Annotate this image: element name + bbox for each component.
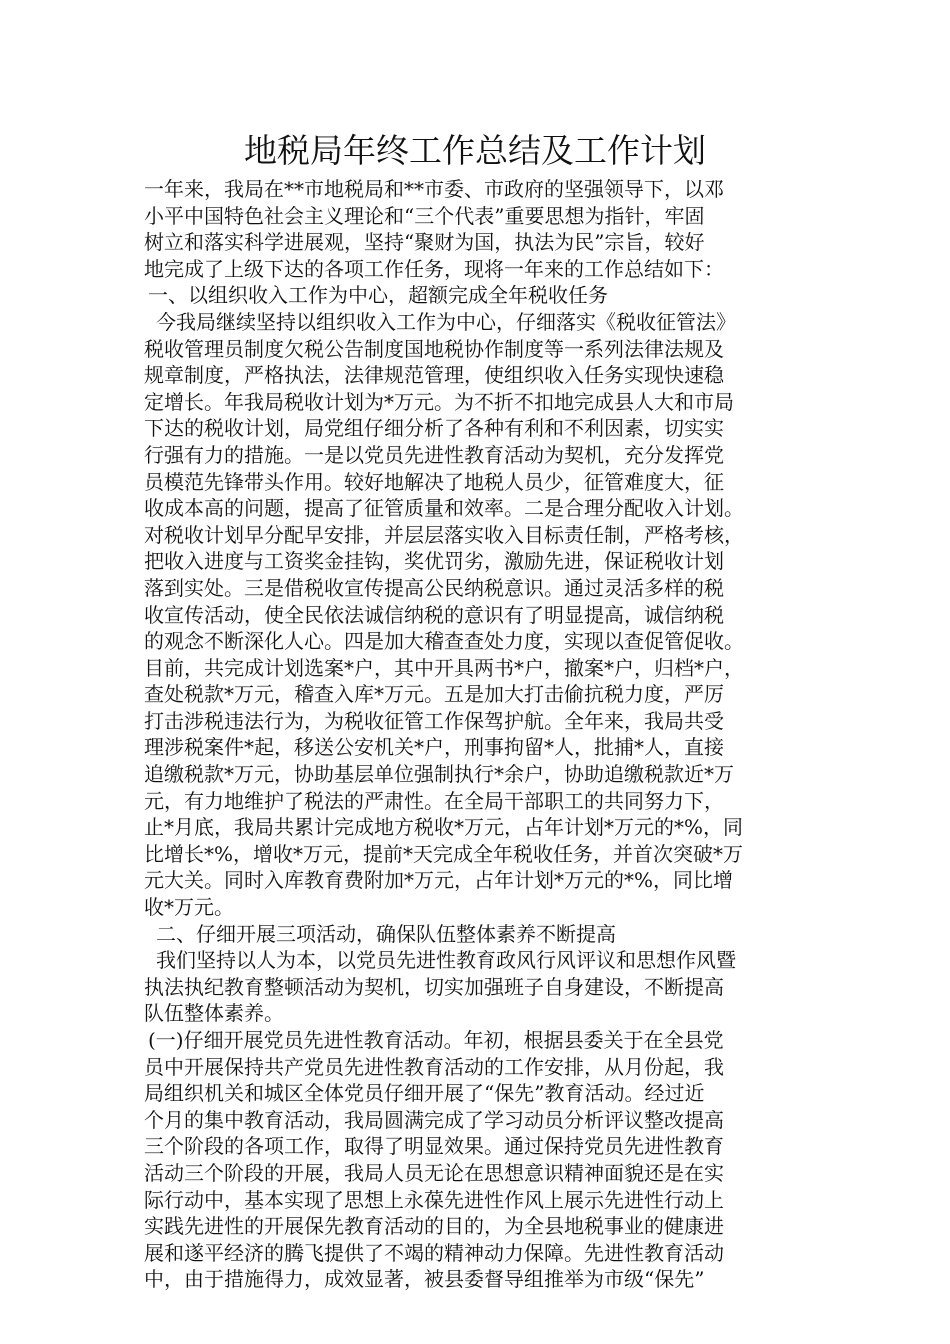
body-text-line: 止*月底，我局共累计完成地方税收*万元，占年计划*万元的*%，同	[144, 815, 744, 840]
body-text-line: 元，有力地维护了税法的严肃性。在全局干部职工的共同努力下，	[144, 788, 724, 813]
body-text-line: 今我局继续坚持以组织收入工作为中心，仔细落实《税收征管法》	[156, 309, 736, 334]
body-text-line: 地完成了上级下达的各项工作任务，现将一年来的工作总结如下：	[144, 256, 724, 281]
body-text-line: 小平中国特色社会主义理论和“三个代表”重要思想为指针，牢固	[144, 203, 705, 228]
body-text-line: 二、仔细开展三项活动，确保队伍整体素养不断提高	[156, 921, 616, 946]
body-text-line: 行强有力的措施。一是以党员先进性教育活动为契机，充分发挥党	[144, 442, 724, 467]
body-text-line: 追缴税款*万元，协助基层单位强制执行*余户，协助追缴税款近*万	[144, 762, 734, 787]
body-text-line: 个月的集中教育活动，我局圆满完成了学习动员分析评议整改提高	[144, 1107, 724, 1132]
body-text-line: 收成本高的问题，提高了征管质量和效率。二是合理分配收入计划。	[144, 496, 744, 521]
document-title: 地税局年终工作总结及工作计划	[244, 131, 706, 170]
body-text-line: 对税收计划早分配早安排，并层层落实收入目标责任制，严格考核，	[144, 522, 744, 547]
body-text-line: 收宣传活动，使全民依法诚信纳税的意识有了明显提高，诚信纳税	[144, 602, 724, 627]
body-text-line: 际行动中，基本实现了思想上永葆先进性作风上展示先进性行动上	[144, 1187, 724, 1212]
body-text-line: 把收入进度与工资奖金挂钩，奖优罚劣，激励先进，保证税收计划	[144, 549, 724, 574]
body-text-line: 元大关。同时入库教育费附加*万元，占年计划*万元的*%，同比增	[144, 868, 734, 893]
body-text-line: 局组织机关和城区全体党员仔细开展了“保先”教育活动。经过近	[144, 1081, 705, 1106]
body-text-line: 收*万元。	[144, 895, 234, 920]
document-body	[144, 176, 824, 1293]
body-text-line: 税收管理员制度欠税公告制度国地税协作制度等一系列法律法规及	[144, 336, 724, 361]
body-text-line: 落到实处。三是借税收宣传提高公民纳税意识。通过灵活多样的税	[144, 575, 724, 600]
body-text-line: (一)仔细开展党员先进性教育活动。年初，根据县委关于在全县党	[148, 1028, 724, 1052]
body-text-line: 三个阶段的各项工作，取得了明显效果。通过保持党员先进性教育	[144, 1134, 724, 1159]
body-text-line: 员模范先锋带头作用。较好地解决了地税人员少，征管难度大，征	[144, 469, 724, 494]
body-text-line: 的观念不断深化人心。四是加大稽查查处力度，实现以查促管促收。	[144, 629, 744, 654]
body-text-line: 实践先进性的开展保先教育活动的目的，为全县地税事业的健康进	[144, 1214, 724, 1239]
body-text-line: 打击涉税违法行为，为税收征管工作保驾护航。全年来，我局共受	[144, 708, 724, 733]
body-text-line: 查处税款*万元，稽查入库*万元。五是加大打击偷抗税力度，严厉	[144, 682, 724, 707]
body-text-line: 树立和落实科学进展观，坚持“聚财为国，执法为民”宗旨，较好	[144, 230, 705, 255]
body-text-line: 目前，共完成计划选案*户，其中开具两书*户，撤案*户，归档*户，	[144, 655, 744, 680]
body-text-line: 比增长*%，增收*万元，提前*天完成全年税收任务，并首次突破*万	[144, 841, 744, 866]
body-text-line: 一、以组织收入工作为中心，超额完成全年税收任务	[148, 283, 608, 308]
body-text-line: 展和遂平经济的腾飞提供了不竭的精神动力保障。先进性教育活动	[144, 1240, 724, 1265]
body-text-line: 活动三个阶段的开展，我局人员无论在思想意识精神面貌还是在实	[144, 1160, 724, 1185]
body-text-line: 下达的税收计划，局党组仔细分析了各种有利和不利因素，切实实	[144, 416, 724, 441]
body-text-line: 执法执纪教育整顿活动为契机，切实加强班子自身建设，不断提高	[144, 974, 724, 999]
body-text-line: 规章制度，严格执法，法律规范管理，使组织收入任务实现快速稳	[144, 363, 724, 388]
body-text-line: 员中开展保持共产党员先进性教育活动的工作安排，从月份起，我	[144, 1054, 724, 1079]
body-text-line: 定增长。年我局税收计划为*万元。为不折不扣地完成县人大和市局	[144, 389, 734, 414]
body-text-line: 理涉税案件*起，移送公安机关*户，刑事拘留*人，批捕*人，直接	[144, 735, 724, 760]
body-text-line: 中，由于措施得力，成效显著，被县委督导组推举为市级“保先”	[144, 1267, 705, 1292]
body-text-line: 我们坚持以人为本，以党员先进性教育政风行风评议和思想作风暨	[156, 948, 736, 973]
body-text-line: 队伍整体素养。	[144, 1001, 284, 1026]
body-text-line: 一年来，我局在**市地税局和**市委、市政府的坚强领导下，以邓	[144, 177, 724, 201]
